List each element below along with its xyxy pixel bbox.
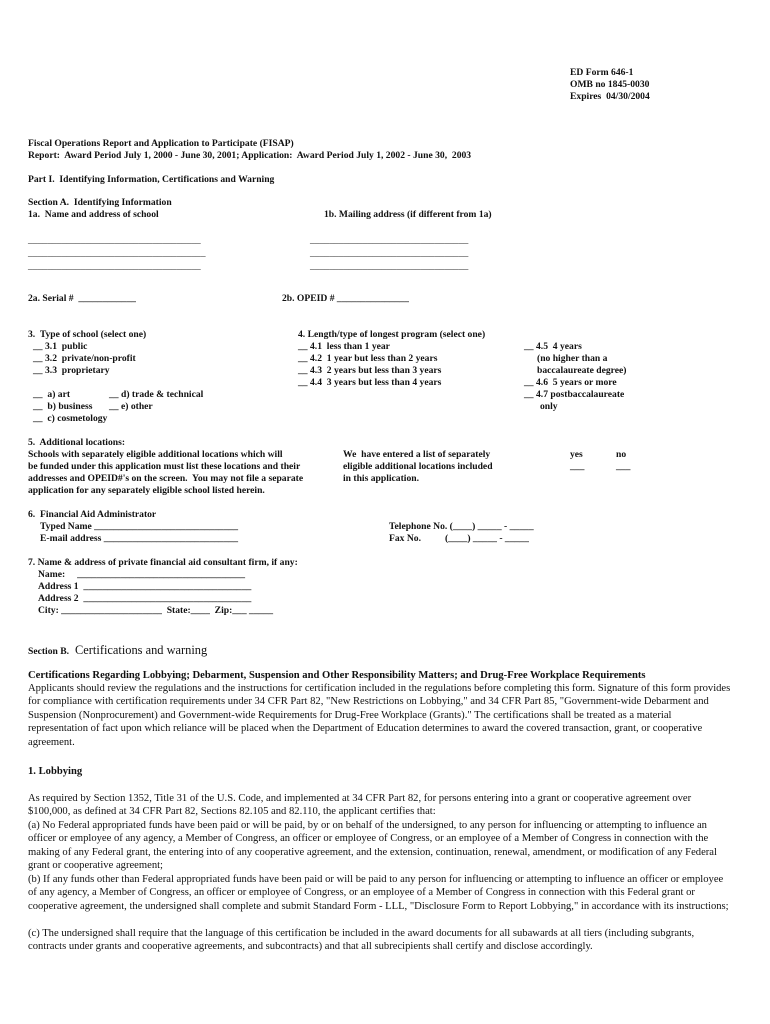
school-name-line-1[interactable]: ____________________________________ xyxy=(28,235,201,246)
yes-label: yes xyxy=(570,449,583,460)
consultant-name-field[interactable]: Name: ___________________________________ xyxy=(38,569,246,580)
no-blank[interactable]: ___ xyxy=(616,461,631,472)
school-sub-cosmetology[interactable]: __ c) cosmetology xyxy=(33,413,108,424)
no-label: no xyxy=(616,449,627,460)
fa-admin-heading: 6. Financial Aid Administrator xyxy=(28,509,157,520)
type-of-school-heading: 3. Type of school (select one) xyxy=(28,329,147,340)
additional-locations-text-2: be funded under this application must list these locations and their xyxy=(28,461,301,472)
locations-statement-2: eligible additional locations included xyxy=(343,461,493,472)
lobbying-item-a: (a) No Federal appropriated funds have been paid or will be paid, by or on behalf of the undersigned, to any person for influencing or attempting to influence an officer or employee of any agency, a Member of Congress, an officer or employee of Congress, or an employee of a Member of Congress in connection with the making of any Federal grant, the entering into of any cooperative agreement, and the extension, continuation, renewal, amendment, or modification of any Federal grant or cooperative agreement; xyxy=(28,820,717,872)
mailing-address-line-3[interactable]: _________________________________ xyxy=(310,261,469,272)
consultant-city-field[interactable]: City: _____________________ State:____ Zip:___ _____ xyxy=(38,605,274,616)
certifications-subheading: Certifications Regarding Lobbying; Debarment, Suspension and Other Responsibility Matters; and Drug-Free Workplace Requirements xyxy=(28,670,646,681)
school-name-line-2[interactable]: _____________________________________ xyxy=(28,248,206,259)
additional-locations-text-3: addresses and OPEID#'s on the screen. You may not file a separate xyxy=(28,473,304,484)
additional-locations-heading: 5. Additional locations: xyxy=(28,437,126,448)
email-field[interactable]: E-mail address ____________________________ xyxy=(40,533,239,544)
program-length-note-3: only xyxy=(540,401,558,412)
school-sub-other[interactable]: __ e) other xyxy=(109,401,153,412)
additional-locations-text-4: application for any separately eligible school listed herein. xyxy=(28,485,265,496)
telephone-field[interactable]: Telephone No. (____) _____ - _____ xyxy=(389,521,534,532)
sectionB-prefix: Section B. xyxy=(28,646,70,657)
school-sub-art[interactable]: __ a) art xyxy=(33,389,71,400)
certifications-intro: Applicants should review the regulations and the instructions for certification included in the regulations before completing this form. Signature of this form provides for compliance with certification requirements under 34 CFR Part 82, "New Restrictions on Lobbying," and 34 CFR Part 85, "Government-wide Debarment and Suspension (Nonprocurement) and Government-wide Requirements for Drug-Free Workplace (Grants)." The certifications shall be treated as a material representation of fact upon which reliance will be placed when the Department of Education determines to award the covered transaction, grant, or cooperative agreement. xyxy=(28,683,731,748)
school-type-public[interactable]: __ 3.1 public xyxy=(33,341,88,352)
form-number: ED Form 646-1 xyxy=(570,67,634,78)
consultant-heading: 7. Name & address of private financial aid consultant firm, if any: xyxy=(28,557,298,568)
mailing-address-line-1[interactable]: _________________________________ xyxy=(310,235,469,246)
part1-heading: Part I. Identifying Information, Certifications and Warning xyxy=(28,174,275,185)
program-length-heading: 4. Length/type of longest program (select one) xyxy=(298,329,486,340)
form-subtitle: Report: Award Period July 1, 2000 - June 30, 2001; Application: Award Period July 1, 2002 - June 30, 2003 xyxy=(28,150,472,161)
mailing-address-line-2[interactable]: _________________________________ xyxy=(310,248,469,259)
consultant-address1-field[interactable]: Address 1 ___________________________________ xyxy=(38,581,252,592)
program-length-note: (no higher than a xyxy=(537,353,608,364)
school-sub-business[interactable]: __ b) business xyxy=(33,401,93,412)
program-length-option-4-3[interactable]: __ 4.3 2 years but less than 3 years xyxy=(298,365,442,376)
program-length-option-4-7[interactable]: __ 4.7 postbaccalaureate xyxy=(524,389,625,400)
program-length-option-4-2[interactable]: __ 4.2 1 year but less than 2 years xyxy=(298,353,438,364)
fax-field[interactable]: Fax No. (____) _____ - _____ xyxy=(389,533,529,544)
school-type-proprietary[interactable]: __ 3.3 proprietary xyxy=(33,365,110,376)
label-1a: 1a. Name and address of school xyxy=(28,209,159,220)
school-type-private[interactable]: __ 3.2 private/non-profit xyxy=(33,353,136,364)
additional-locations-text-1: Schools with separately eligible additional locations which will xyxy=(28,449,283,460)
label-1b: 1b. Mailing address (if different from 1a) xyxy=(324,209,492,220)
form-title: Fiscal Operations Report and Application to Participate (FISAP) xyxy=(28,138,294,149)
sectionA-heading: Section A. Identifying Information xyxy=(28,197,172,208)
locations-statement-1: We have entered a list of separately xyxy=(343,449,491,460)
program-length-note-2: baccalaureate degree) xyxy=(537,365,627,376)
opeid-field[interactable]: 2b. OPEID # _______________ xyxy=(282,293,409,304)
serial-field[interactable]: 2a. Serial # ____________ xyxy=(28,293,136,304)
consultant-address2-field[interactable]: Address 2 ___________________________________ xyxy=(38,593,252,604)
program-length-option-4-6[interactable]: __ 4.6 5 years or more xyxy=(524,377,617,388)
program-length-option-4-1[interactable]: __ 4.1 less than 1 year xyxy=(298,341,390,352)
typed-name-field[interactable]: Typed Name ______________________________ xyxy=(40,521,239,532)
lobbying-heading: 1. Lobbying xyxy=(28,766,83,777)
lobbying-item-c: (c) The undersigned shall require that the language of this certification be included in the award documents for all subawards at all tiers (including subgrants, contracts under grants and cooperative agreements, and subcontracts) and that all subrecipients shall certify and disclose accordingly. xyxy=(28,928,695,953)
school-name-line-3[interactable]: ____________________________________ xyxy=(28,261,201,272)
program-length-option-4-4[interactable]: __ 4.4 3 years but less than 4 years xyxy=(298,377,442,388)
program-length-option-4-5[interactable]: __ 4.5 4 years xyxy=(524,341,582,352)
yes-blank[interactable]: ___ xyxy=(570,461,585,472)
lobbying-item-b: (b) If any funds other than Federal appropriated funds have been paid or will be paid to any person for influencing or attempting to influence an officer or employee of any agency, a Member of Congress, an officer or employee of Congress, or an employee of a Member of Congress in connection with this Federal grant or cooperative agreement, the undersigned shall complete and submit Standard Form - LLL, "Disclosure Form to Report Lobbying," in accordance with its instructions; xyxy=(28,874,729,912)
sectionB-title xyxy=(28,641,207,659)
omb-number: OMB no 1845-0030 xyxy=(570,79,650,90)
lobbying-paragraph: As required by Section 1352, Title 31 of the U.S. Code, and implemented at 34 CFR Part 82, for persons entering into a grant or cooperative agreement over $100,000, as defined at 34 CFR Part 82, Sections 82.105 and 82.110, the applicant certifies that: xyxy=(28,793,692,818)
locations-statement-3: in this application. xyxy=(343,473,419,484)
sectionB-heading: Certifications and warning xyxy=(75,643,208,657)
school-sub-trade[interactable]: __ d) trade & technical xyxy=(109,389,204,400)
expiration-date: Expires 04/30/2004 xyxy=(570,91,650,102)
